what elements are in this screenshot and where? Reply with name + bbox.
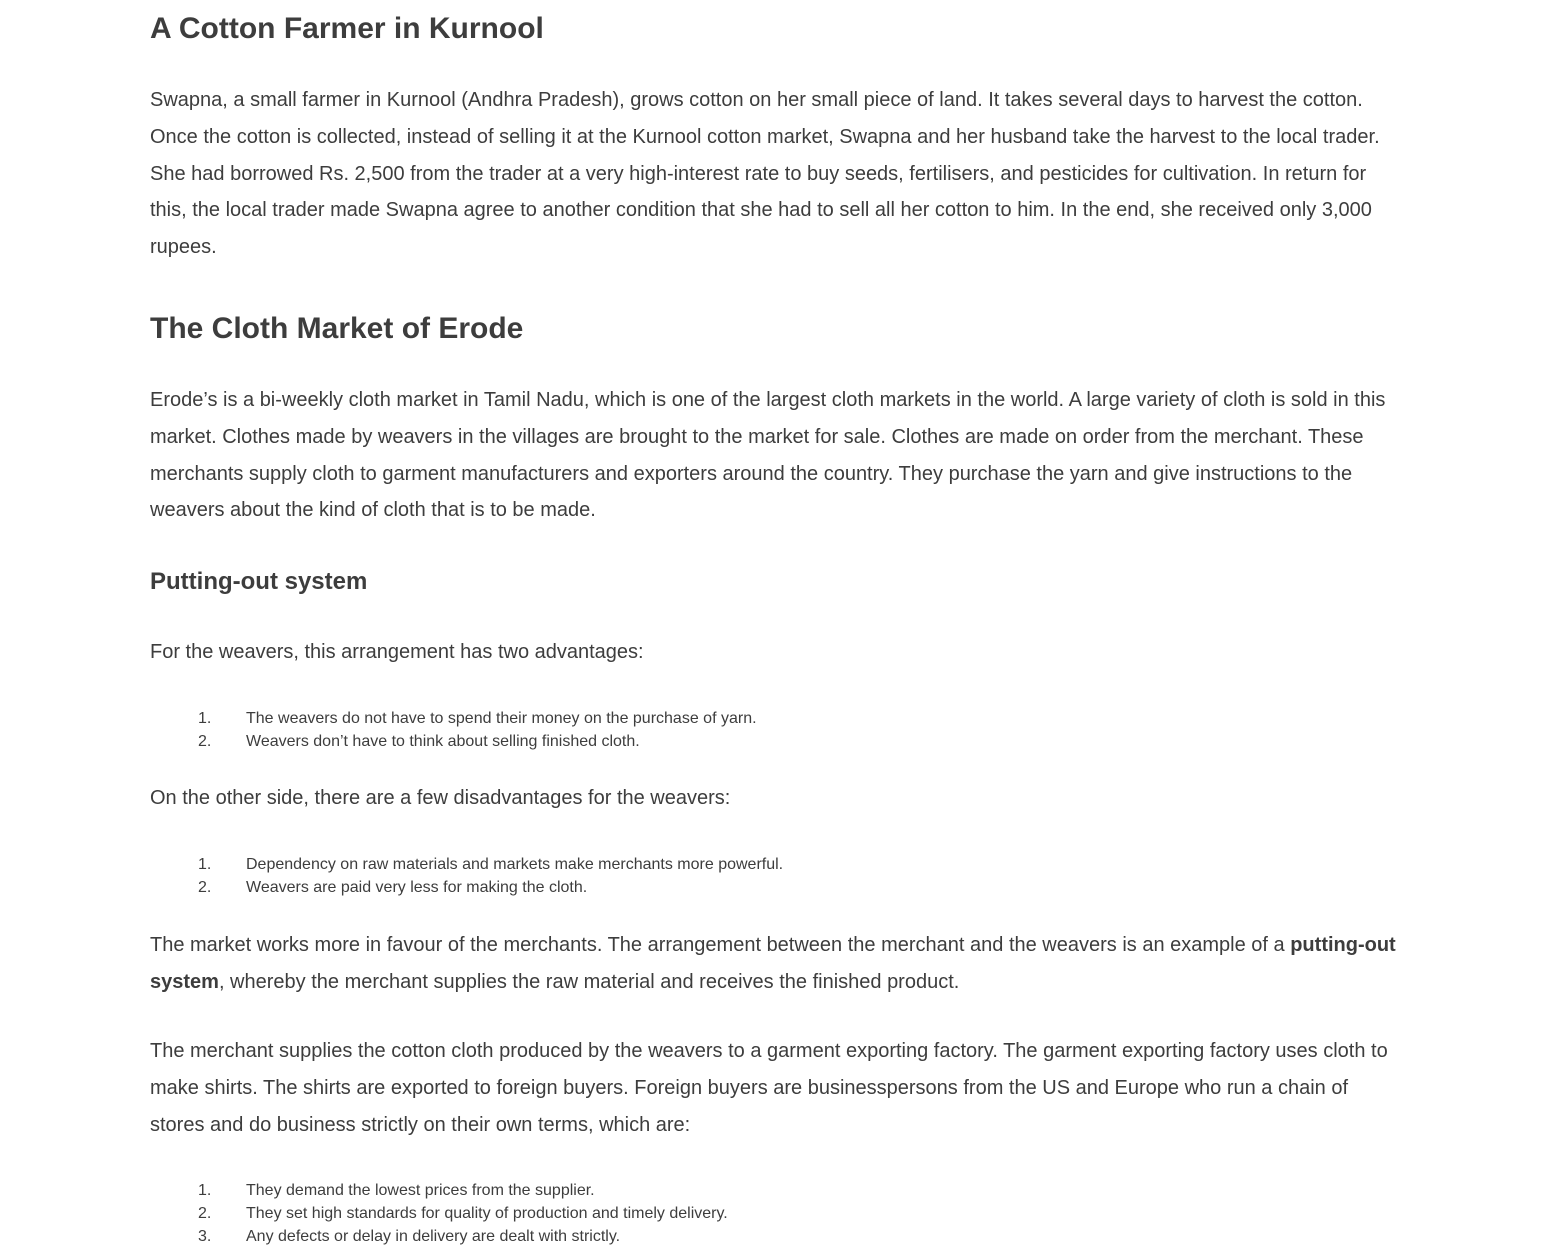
list-number: 1. <box>198 710 212 727</box>
section-heading-cloth-market: The Cloth Market of Erode <box>150 312 524 345</box>
list-text: The weavers do not have to spend their money on the purchase of yarn. <box>246 710 757 727</box>
buyer-terms-list <box>150 1179 728 1248</box>
list-text: They set high standards for quality of production and timely delivery. <box>246 1205 728 1222</box>
list-text: Weavers don’t have to think about selling finished cloth. <box>246 733 640 750</box>
list-item <box>150 1202 728 1225</box>
paragraph-market-favour <box>150 927 1405 1001</box>
paragraph-merchant-supplies: The merchant supplies the cotton cloth produced by the weavers to a garment exporting factory. The garment exporting factory uses cloth to make shirts. The shirts are exported to foreign buyers. Foreign buyers are businesspersons from the US and Europe who run a chain of stores and do business strictly on their own terms, which are: <box>150 1040 1388 1136</box>
list-number: 1. <box>198 1182 212 1199</box>
section-heading-cotton-farmer: A Cotton Farmer in Kurnool <box>150 12 544 45</box>
list-number: 1. <box>198 856 212 873</box>
list-number: 2. <box>198 1205 212 1222</box>
list-number: 3. <box>198 1228 212 1245</box>
list-item <box>150 1225 728 1248</box>
list-item <box>150 707 757 730</box>
list-text: Any defects or delay in delivery are dealt with strictly. <box>246 1228 621 1245</box>
advantages-intro: For the weavers, this arrangement has two advantages: <box>150 641 644 663</box>
advantages-list <box>150 707 757 753</box>
list-text: Dependency on raw materials and markets make merchants more powerful. <box>246 856 784 873</box>
disadvantages-intro: On the other side, there are a few disadvantages for the weavers: <box>150 787 731 809</box>
subheading-putting-out-system: Putting-out system <box>150 568 368 595</box>
putting-out-system-term: putting-out system <box>150 934 1396 993</box>
market-para-end: , whereby the merchant supplies the raw material and receives the finished product. <box>218 970 960 993</box>
market-para-start: The market works more in favour of the merchants. The arrangement between the merchant and the weavers is an example of a <box>150 934 1291 956</box>
list-item <box>150 876 783 899</box>
paragraph-cotton-farmer: Swapna, a small farmer in Kurnool (Andhra Pradesh), grows cotton on her small piece of land. It takes several days to harvest the cotton. Once the cotton is collected, instead of selling it at the Kurnool cotton market, Swapna and her husband take the harvest to the local trader. She had borrowed Rs. 2,500 from the trader at a very high-interest rate to buy seeds, fertilisers, and pesticides for cultivation. In return for this, the local trader made Swapna agree to another condition that she had to sell all her cotton to him. In the end, she received only 3,000 rupees. <box>150 89 1380 259</box>
list-text: They demand the lowest prices from the supplier. <box>246 1182 595 1199</box>
list-item <box>150 1179 728 1202</box>
list-number: 2. <box>198 733 212 750</box>
paragraph-cloth-market: Erode’s is a bi-weekly cloth market in Tamil Nadu, which is one of the largest cloth markets in the world. A large variety of cloth is sold in this market. Clothes made by weavers in the villages are brought to the market for sale. Clothes are made on order from the merchant. These merchants supply cloth to garment manufacturers and exporters around the country. They purchase the yarn and give instructions to the weavers about the kind of cloth that is to be made. <box>150 389 1386 522</box>
list-number: 2. <box>198 879 212 896</box>
disadvantages-list <box>150 853 783 899</box>
list-item <box>150 853 783 876</box>
list-text: Weavers are paid very less for making the cloth. <box>246 879 588 896</box>
list-item <box>150 730 757 753</box>
